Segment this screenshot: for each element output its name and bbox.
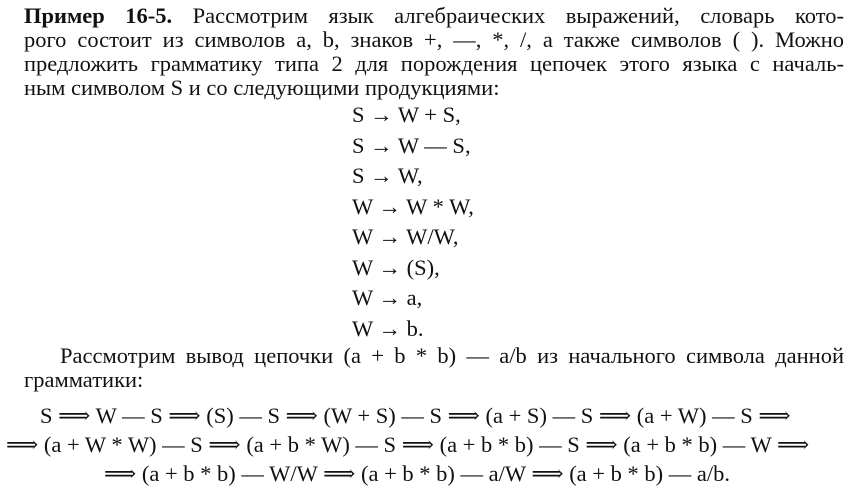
example-heading: Пример 16-5. [24,3,173,28]
production-rule: W → W * W, [352,193,474,219]
derivation-line-3: ⟹ (a + b * b) — W/W ⟹ (a + b * b) — a/W ⟹ (a + b * b) — a/b. [104,461,730,486]
production-rule: W → (S), [352,254,440,280]
example-line-1 [24,4,844,28]
production-rule: S → W, [352,163,423,188]
example-line-3: предложить грамматику типа 2 для порождения цепочек этого языка с началь- [24,51,844,76]
production-rule: S → W + S, [352,102,461,127]
derivation-intro [24,344,844,392]
example-line-4: ным символом S и со следующими продукциями: [24,75,500,100]
production-rule: S → W — S, [352,132,471,158]
derivation-intro-line-1: Рассмотрим вывод цепочки (a + b * b) — a/b из начального символа данной [60,343,844,368]
derivation-intro-line-2: грамматики: [24,367,144,392]
production-rule: W → a, [352,285,423,310]
derivation-line-2: ⟹ (a + W * W) — S ⟹ (a + b * W) — S ⟹ (a + b * b) — S ⟹ (a + b * b) — W ⟹ [6,432,810,457]
production-rule: W → W/W, [352,224,459,249]
example-text-1: Рассмотрим язык алгебраических выражений, словарь кото- [172,3,844,28]
production-rule: W → b. [352,315,424,341]
example-line-2: рого состоит из символов a, b, знаков +, —, *, /, а также символов ( ). Можно [24,27,844,52]
productions-list [352,100,474,344]
example-paragraph [24,4,844,100]
derivation-line-1: S ⟹ W — S ⟹ (S) — S ⟹ (W + S) — S ⟹ (a + S) — S ⟹ (a + W) — S ⟹ [40,403,791,428]
